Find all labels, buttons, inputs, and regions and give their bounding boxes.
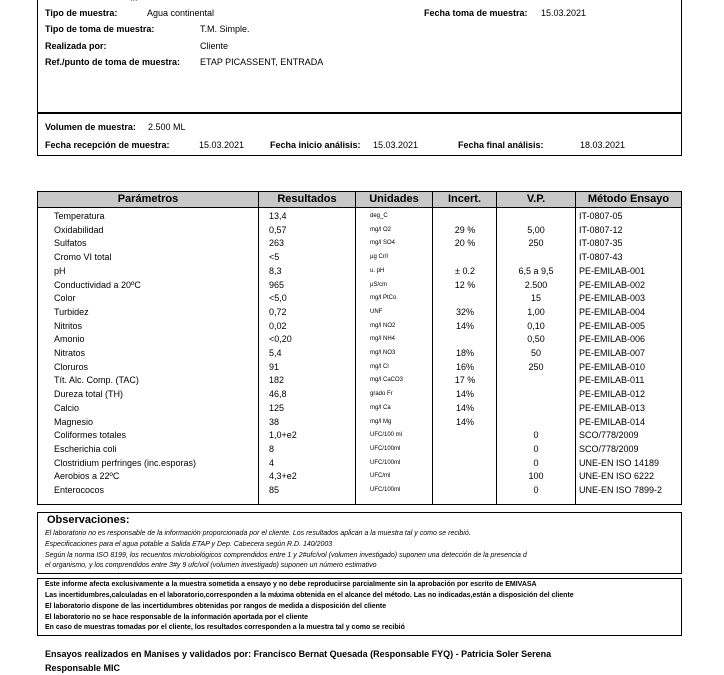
method-cell: IT-0807-05 bbox=[579, 211, 623, 221]
param-cell: Oxidabilidad bbox=[54, 224, 104, 235]
method-cell: SCO/778/2009 bbox=[579, 430, 639, 441]
unit-cell: mg/l PtCo bbox=[370, 295, 397, 302]
recepcion-value: 15.03.2021 bbox=[199, 140, 245, 150]
vp-cell: 0,10 bbox=[527, 320, 545, 331]
cut-text bbox=[130, 0, 138, 3]
table-row bbox=[0, 429, 724, 443]
tipo-muestra-label: Tipo de muestra: bbox=[45, 8, 118, 18]
header-parametros: Parámetros bbox=[37, 191, 259, 208]
unit-cell: mg/l Mg bbox=[370, 418, 392, 425]
observaciones-title: Observaciones: bbox=[47, 514, 130, 526]
param-cell: Calcio bbox=[54, 402, 80, 413]
method-cell: PE-EMILAB-010 bbox=[579, 361, 646, 372]
incert-cell: 20 % bbox=[454, 238, 476, 249]
result-cell: 13,4 bbox=[269, 211, 287, 221]
unit-cell: µS/cm bbox=[370, 281, 388, 288]
unit-cell: UNF bbox=[370, 308, 383, 315]
result-cell: 4 bbox=[269, 457, 275, 468]
vp-cell: 50 bbox=[530, 348, 541, 358]
incert-cell: ± 0.2 bbox=[455, 265, 475, 276]
table-row bbox=[0, 374, 724, 388]
method-cell: IT-0807-12 bbox=[579, 224, 623, 235]
vp-cell: 0 bbox=[533, 485, 539, 495]
incert-cell: 16% bbox=[455, 361, 474, 372]
table-row bbox=[0, 416, 724, 430]
param-cell: Clostridium perfringes (inc.esporas) bbox=[54, 457, 197, 468]
disclaimer-line: Este informe afecta exclusivamente a la muestra sometida a ensayo y no debe reproducirse parcialmente sin la aprobación por escrito de EMIVASA bbox=[45, 581, 537, 588]
unit-cell: mg/l O2 bbox=[370, 226, 392, 233]
incert-cell: 29 % bbox=[454, 224, 476, 235]
param-cell: pH bbox=[54, 265, 66, 276]
table-row bbox=[0, 388, 724, 402]
header-unidades: Unidades bbox=[355, 191, 433, 208]
vp-cell: 1,00 bbox=[527, 306, 545, 317]
tipo-muestra-value: Agua continental bbox=[147, 8, 215, 18]
result-cell: 91 bbox=[269, 361, 280, 372]
unit-cell: deg_C bbox=[370, 213, 388, 219]
param-cell: Nitritos bbox=[54, 320, 83, 331]
result-cell: 46,8 bbox=[269, 389, 287, 400]
vp-cell: 0 bbox=[533, 443, 539, 454]
tipo-toma-label: Tipo de toma de muestra: bbox=[45, 24, 155, 34]
incert-cell: 14% bbox=[455, 402, 474, 413]
inicio-label: Fecha inicio análisis: bbox=[270, 140, 361, 150]
table-row bbox=[0, 251, 724, 265]
param-cell: Escherichia coli bbox=[54, 443, 117, 454]
ref-value: ETAP PICASSENT, ENTRADA bbox=[200, 57, 324, 67]
param-cell: Magnesio bbox=[54, 416, 94, 427]
observacion-line: Según la norma ISO 8199, los recuentos microbiológicos comprendidos entre 1 y 2#ufc/vol (volumen investigado) suponen una detección de la presencia d bbox=[45, 552, 527, 559]
table-row bbox=[0, 402, 724, 416]
param-cell: Nitratos bbox=[54, 348, 86, 358]
incert-cell: 17 % bbox=[454, 375, 476, 386]
param-cell: Tít. Alc. Comp. (TAC) bbox=[54, 375, 139, 386]
result-cell: 125 bbox=[269, 402, 285, 413]
incert-cell: 14% bbox=[455, 389, 474, 400]
unit-cell: UFC/100ml bbox=[370, 487, 401, 493]
unit-cell: UFC/100ml bbox=[370, 445, 401, 452]
method-cell: PE-EMILAB-007 bbox=[579, 348, 646, 358]
method-cell: IT-0807-35 bbox=[579, 238, 623, 249]
table-row bbox=[0, 210, 724, 224]
realizada-value: Cliente bbox=[200, 41, 229, 51]
result-cell: <5 bbox=[269, 252, 280, 263]
table-row bbox=[0, 279, 724, 293]
vp-cell: 100 bbox=[528, 471, 544, 482]
table-row bbox=[0, 265, 724, 279]
method-cell: PE-EMILAB-014 bbox=[579, 416, 646, 427]
method-cell: PE-EMILAB-011 bbox=[579, 375, 645, 386]
unit-cell: UFC/ml bbox=[370, 473, 391, 480]
vp-cell: 5,00 bbox=[527, 224, 545, 235]
incert-cell: 14% bbox=[455, 416, 474, 427]
disclaimer-line: El laboratorio no se hace responsable de la información aportada por el cliente bbox=[45, 614, 308, 621]
observacion-line: el organismo, y los comprendidos entre 3#y 9 ufc/vol (volumen investigado) suponen un número estimativo bbox=[45, 562, 377, 569]
table-row bbox=[0, 333, 724, 347]
table-row bbox=[0, 224, 724, 238]
param-cell: Aerobios a 22ºC bbox=[54, 471, 120, 482]
table-row bbox=[0, 470, 724, 484]
param-cell: Conductividad a 20ºC bbox=[54, 279, 141, 290]
vp-cell: 2.500 bbox=[524, 279, 548, 290]
unit-cell: mg/l Cl bbox=[370, 363, 389, 370]
method-cell: UNE-EN ISO 14189 bbox=[579, 457, 660, 468]
method-cell: PE-EMILAB-006 bbox=[579, 334, 646, 345]
table-row bbox=[0, 237, 724, 251]
header-vp: V.P. bbox=[496, 191, 576, 208]
result-cell: <5,0 bbox=[269, 293, 287, 304]
param-cell: Coliformes totales bbox=[54, 430, 127, 441]
inicio-value: 15.03.2021 bbox=[373, 140, 419, 150]
table-row bbox=[0, 306, 724, 320]
volumen-label: Volumen de muestra: bbox=[45, 122, 136, 132]
footer-validation: Ensayos realizados en Manises y validados por: Francisco Bernat Quesada (Responsable FYQ) - Patricia Soler Serena bbox=[45, 649, 552, 659]
result-cell: 263 bbox=[269, 238, 285, 249]
table-row bbox=[0, 484, 724, 498]
table-row bbox=[0, 443, 724, 457]
param-cell: Amonio bbox=[54, 334, 85, 345]
unit-cell: mg/l NH4 bbox=[370, 336, 396, 343]
table-row bbox=[0, 320, 724, 334]
unit-cell: µg Cr/l bbox=[370, 254, 388, 261]
method-cell: SCO/778/2009 bbox=[579, 443, 639, 454]
unit-cell: mg/l NO3 bbox=[370, 350, 396, 356]
final-label: Fecha final análisis: bbox=[458, 140, 544, 150]
param-cell: Enterococos bbox=[54, 485, 105, 495]
method-cell: UNE-EN ISO 7899-2 bbox=[579, 485, 663, 495]
method-cell: PE-EMILAB-013 bbox=[579, 402, 646, 413]
unit-cell: mg/l SO4 bbox=[370, 240, 396, 247]
method-cell: PE-EMILAB-012 bbox=[579, 389, 646, 400]
result-cell: 1,0+e2 bbox=[269, 430, 297, 441]
unit-cell: mg/l NO2 bbox=[370, 322, 396, 329]
method-cell: PE-EMILAB-001 bbox=[579, 265, 646, 276]
incert-cell: 32% bbox=[455, 306, 474, 317]
incert-cell: 18% bbox=[455, 348, 474, 358]
ref-label: Ref./punto de toma de muestra: bbox=[45, 57, 181, 67]
method-cell: PE-EMILAB-005 bbox=[579, 320, 646, 331]
disclaimer-line: En caso de muestras tomadas por el cliente, los resultados corresponden a la muestra tal y como se recibió bbox=[45, 624, 405, 631]
method-cell: PE-EMILAB-002 bbox=[579, 279, 646, 290]
volumen-value: 2.500 ML bbox=[148, 122, 186, 132]
vp-cell: 250 bbox=[528, 238, 544, 249]
header-resultados: Resultados bbox=[258, 191, 356, 208]
table-row bbox=[0, 457, 724, 471]
method-cell: UNE-EN ISO 6222 bbox=[579, 471, 655, 482]
param-cell: Color bbox=[54, 293, 76, 304]
tipo-toma-value: T.M. Simple. bbox=[200, 24, 250, 34]
unit-cell: u. pH bbox=[370, 267, 385, 274]
observacion-line: Especificaciones para el agua potable a Salida ETAP y Dep. Cabecera según R.D. 140/2003 bbox=[45, 541, 333, 548]
result-cell: 965 bbox=[269, 279, 285, 290]
incert-cell: 12 % bbox=[454, 279, 476, 290]
incert-cell: 14% bbox=[455, 320, 474, 331]
method-cell: PE-EMILAB-004 bbox=[579, 306, 646, 317]
unit-cell: mg/l CaCO3 bbox=[370, 377, 404, 384]
result-cell: 85 bbox=[269, 485, 280, 495]
result-cell: 8 bbox=[269, 443, 275, 454]
header-metodo: Método Ensayo bbox=[575, 191, 682, 208]
param-cell: Sulfatos bbox=[54, 238, 87, 249]
result-cell: 4,3+e2 bbox=[269, 471, 297, 482]
result-cell: 182 bbox=[269, 375, 285, 386]
header-incert: Incert. bbox=[432, 191, 497, 208]
method-cell: IT-0807-43 bbox=[579, 252, 623, 263]
disclaimer-line: Las incertidumbres,calculadas en el laboratorio,corresponden a la máxima obtenida en el alcance del método. Las no indicadas,están a disposición del cliente bbox=[45, 592, 574, 599]
result-cell: 5,4 bbox=[269, 348, 282, 358]
method-cell: PE-EMILAB-003 bbox=[579, 293, 646, 304]
fecha-toma-value: 15.03.2021 bbox=[541, 8, 587, 18]
recepcion-label: Fecha recepción de muestra: bbox=[45, 140, 170, 150]
unit-cell: grado Fr bbox=[370, 391, 393, 398]
unit-cell: mg/l Ca bbox=[370, 404, 391, 411]
param-cell: Turbidez bbox=[54, 306, 89, 317]
vp-cell: 0 bbox=[533, 457, 539, 468]
param-cell: Dureza total (TH) bbox=[54, 389, 124, 400]
result-cell: 0,72 bbox=[269, 306, 287, 317]
footer-responsible: Responsable MIC bbox=[45, 663, 121, 673]
final-value: 18.03.2021 bbox=[580, 140, 626, 150]
vp-cell: 0,50 bbox=[527, 334, 545, 345]
table-row bbox=[0, 347, 724, 361]
result-cell: 0,02 bbox=[269, 320, 287, 331]
result-cell: 8,3 bbox=[269, 265, 282, 276]
param-cell: Cloruros bbox=[54, 361, 89, 372]
realizada-label: Realizada por: bbox=[45, 41, 107, 51]
result-cell: 0,57 bbox=[269, 224, 287, 235]
vp-cell: 0 bbox=[533, 430, 539, 441]
vp-cell: 15 bbox=[530, 293, 541, 304]
observacion-line: El laboratorio no es responsable de la información proporcionada por el cliente. Los resultados aplican a la muestra tal y como se recibió. bbox=[45, 530, 471, 537]
unit-cell: UFC/100 ml bbox=[370, 432, 403, 439]
fecha-toma-label: Fecha toma de muestra: bbox=[424, 8, 528, 18]
disclaimer-line: El laboratorio dispone de las incertidumbres obtenidas por rangos de medida a disposición del cliente bbox=[45, 603, 387, 610]
table-row bbox=[0, 361, 724, 375]
param-cell: Cromo VI total bbox=[54, 252, 112, 263]
param-cell: Temperatura bbox=[54, 211, 105, 221]
vp-cell: 250 bbox=[528, 361, 544, 372]
result-cell: 38 bbox=[269, 416, 280, 427]
unit-cell: UFC/100ml bbox=[370, 459, 401, 466]
table-row bbox=[0, 292, 724, 306]
vp-cell: 6,5 a 9,5 bbox=[518, 265, 554, 276]
result-cell: <0,20 bbox=[269, 334, 292, 345]
